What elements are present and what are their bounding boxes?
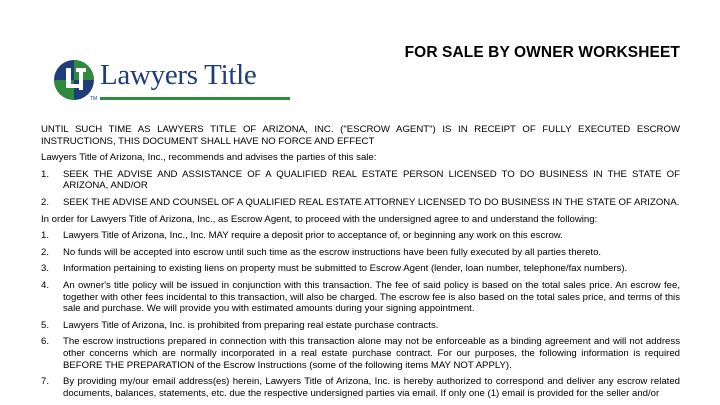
logo-wordmark: Lawyers Title [100,59,257,91]
order-intro: In order for Lawyers Title of Arizona, Inc., as Escrow Agent, to proceed with the undersigned agree to and understand the following: [41,213,598,225]
advises-statement: Lawyers Title of Arizona, Inc., recommends and advises the parties of this sale: [41,152,377,164]
lawyers-title-logo [52,56,302,106]
logo-trademark: TM [90,96,98,102]
term-item [41,320,680,332]
term-text: Lawyers Title of Arizona, Inc. is prohibited from preparing real estate purchase contracts. [63,319,439,331]
term-item [41,336,680,371]
advice-number: 2. [41,196,50,208]
term-item [41,263,680,275]
force-and-effect-notice: UNTIL SUCH TIME AS LAWYERS TITLE OF ARIZONA, INC. ("ESCROW AGENT") IS IN RECEIPT OF FULLY EXECUTED ESCROW INSTRUCTIONS, THIS DOCUMENT SHALL HAVE NO FORCE AND EFFECT [41,124,680,147]
term-number: 1. [41,230,50,242]
logo-underline [100,97,290,100]
document-title: FOR SALE BY OWNER WORKSHEET [404,44,680,61]
term-number: 5. [41,319,50,331]
term-number: 2. [41,246,50,258]
term-text: Information pertaining to existing liens on property must be submitted to Escrow Agent (lender, loan number, telephone/fax numbers). [63,263,628,275]
term-text: An owner's title policy will be issued in conjunction with this transaction. The fee of said policy is based on the total sales price. An escrow fee, together with other fees incidental to this transaction, will also be charged. The escrow fee is also based on the total sales price, and terms of this sale and purchase. We will provide you with estimated amounts during your signing appointment. [63,279,680,315]
term-item [41,230,680,242]
term-number: 7. [41,376,50,388]
term-text: By providing my/our email address(es) herein, Lawyers Title of Arizona, Inc. is hereby authorized to correspond and deliver any escrow related documents, balances, statements, etc. due the respective undersigned parties via email. If only one (1) email is provided for the seller and/or [63,376,680,399]
advice-item [41,197,680,209]
advice-number: 1. [41,168,50,180]
advice-text: SEEK THE ADVISE AND ASSISTANCE OF A QUALIFIED REAL ESTATE PERSON LICENSED TO DO BUSINESS IN THE STATE OF ARIZONA, AND/OR [63,168,680,192]
term-number: 3. [41,263,50,275]
term-number: 6. [41,336,50,348]
term-item [41,247,680,259]
term-text: The escrow instructions prepared in connection with this transaction alone may not be enforceable as a binding agreement and will not address other concerns which are normally incorporated in a real estate purchase contract. For our purposes, the following information is required BEFORE THE PREPARATION of the Escrow Instructions (some of the following items MAY NOT APPLY). [63,336,680,371]
advice-text: SEEK THE ADVISE AND COUNSEL OF A QUALIFIED REAL ESTATE ATTORNEY LICENSED TO DO BUSINESS IN THE STATE OF ARIZONA. [63,196,680,208]
term-item [41,376,680,399]
term-number: 4. [41,279,50,291]
term-item [41,280,680,315]
term-text: Lawyers Title of Arizona, Inc., Inc. MAY require a deposit prior to acceptance of, or beginning any work on this escrow. [63,230,563,242]
term-text: No funds will be accepted into escrow until such time as the escrow instructions have been fully executed by all parties thereto. [63,246,602,258]
advice-item [41,169,680,192]
document-body [41,124,680,404]
